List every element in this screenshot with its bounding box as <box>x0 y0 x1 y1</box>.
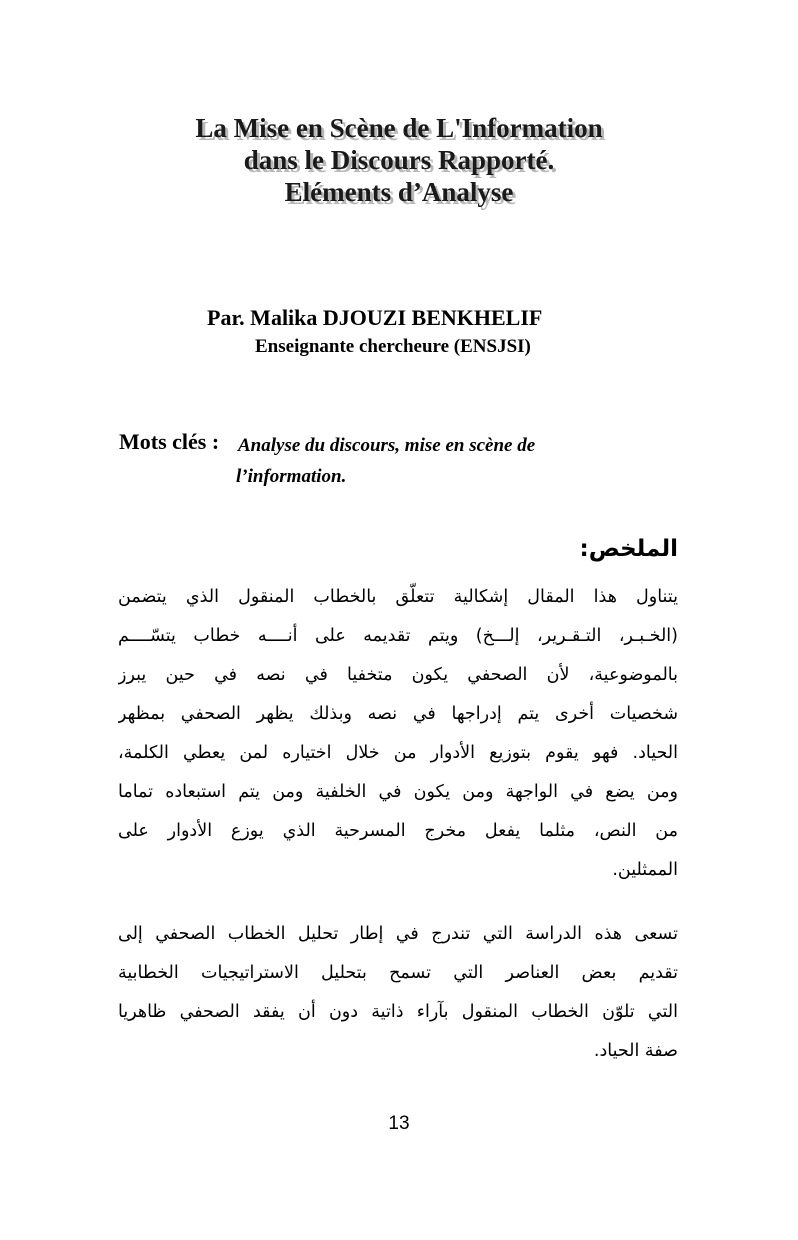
title-line: Eléments d’Analyse <box>284 177 514 207</box>
title-line: dans le Discours Rapporté. <box>243 145 555 175</box>
abstract-line: (الخـبـر، التـقـرير، إلـــخ) ويتم تقديمه على أنــــه خطاب يتسّــــم <box>118 626 678 646</box>
author-affiliation: Enseignante chercheure (ENSJSI) <box>255 336 531 357</box>
abstract-line: تسعى هذه الدراسة التي تندرج في إطار تحليل الخطاب الصحفي إلى <box>118 924 678 944</box>
article-title <box>0 112 798 208</box>
abstract-line: يتناول هذا المقال إشكالية تتعلّق بالخطاب المنقول الذي يتضمن <box>118 587 678 607</box>
keywords-line: l’information. <box>236 466 347 487</box>
abstract-line: صفة الحياد. <box>593 1041 678 1061</box>
title-line: La Mise en Scène de L'Information <box>195 113 603 143</box>
abstract-line: التي تلوّن الخطاب المنقول بآراء ذاتية دون أن يفقد الصحفي ظاهريا <box>118 1002 678 1022</box>
abstract-line: شخصيات أخرى يتم إدراجها في نصه وبذلك يظهر الصحفي بمظهر <box>118 704 678 724</box>
abstract-line: ومن يضع في الواجهة ومن يكون في الخلفية ومن يتم استبعاده تماما <box>118 782 678 802</box>
abstract-heading: الملخص: <box>579 536 678 562</box>
keywords-label: Mots clés : <box>119 429 220 454</box>
abstract-line: تقديم بعض العناصر التي تسمح بتحليل الاستراتيجيات الخطابية <box>118 963 678 983</box>
abstract-line: بالموضوعية، لأن الصحفي يكون متخفيا في نصه في حين يبرز <box>118 665 678 685</box>
abstract-line: الحياد. فهو يقوم بتوزيع الأدوار من خلال اختياره لمن يعطي الكلمة، <box>118 743 678 763</box>
abstract-line: من النص، مثلما يفعل مخرج المسرحية الذي يوزع الأدوار على <box>118 821 678 841</box>
author-name: Par. Malika DJOUZI BENKHELIF <box>207 305 543 330</box>
abstract-line: الممثلين. <box>612 860 678 880</box>
abstract-paragraph-1 <box>118 578 678 890</box>
keywords-line: Analyse du discours, mise en scène de <box>238 435 536 456</box>
abstract-paragraph-2 <box>118 915 678 1071</box>
keywords-text <box>238 430 618 492</box>
page-number: 13 <box>388 1113 410 1134</box>
